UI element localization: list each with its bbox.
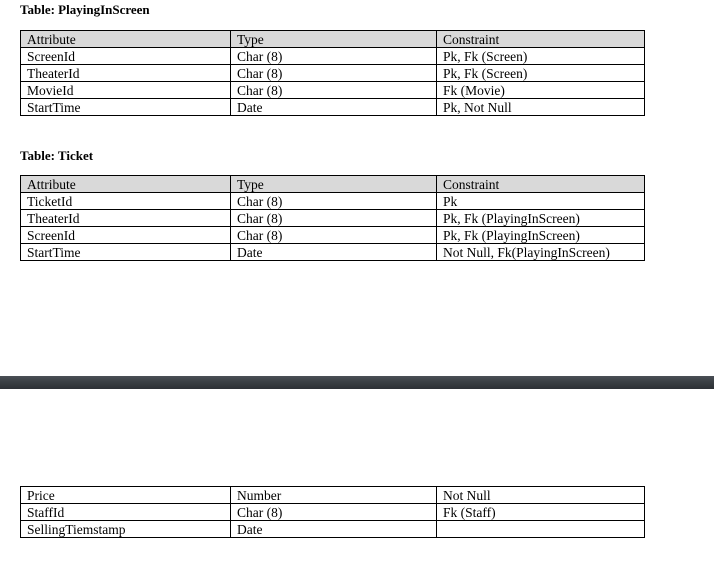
header-type: Type (231, 31, 437, 48)
header-constraint: Constraint (437, 176, 645, 193)
table-row (21, 48, 645, 65)
constraint-cell: Pk, Fk (PlayingInScreen) (437, 227, 645, 244)
type-cell: Date (231, 99, 437, 116)
attribute-cell: SellingTiemstamp (21, 521, 231, 538)
table-row (21, 210, 645, 227)
type-cell: Char (8) (231, 65, 437, 82)
type-cell: Char (8) (231, 193, 437, 210)
type-cell: Char (8) (231, 48, 437, 65)
constraint-cell: Not Null (437, 487, 645, 504)
table-row (21, 99, 645, 116)
attribute-cell: TicketId (21, 193, 231, 210)
attribute-cell: StartTime (21, 244, 231, 261)
header-attribute: Attribute (21, 31, 231, 48)
constraint-cell: Pk, Fk (PlayingInScreen) (437, 210, 645, 227)
attribute-cell: TheaterId (21, 210, 231, 227)
document-page-bottom (0, 389, 714, 563)
page-break-separator (0, 376, 714, 389)
type-cell: Char (8) (231, 82, 437, 99)
playinginscreen-table (20, 30, 645, 116)
attribute-cell: TheaterId (21, 65, 231, 82)
table-row (21, 521, 645, 538)
type-cell: Char (8) (231, 210, 437, 227)
type-cell: Number (231, 487, 437, 504)
attribute-cell: ScreenId (21, 48, 231, 65)
attribute-cell: Price (21, 487, 231, 504)
constraint-cell: Fk (Staff) (437, 504, 645, 521)
constraint-cell: Pk, Fk (Screen) (437, 48, 645, 65)
table-title-playinginscreen: Table: PlayingInScreen (20, 2, 150, 17)
type-cell: Date (231, 521, 437, 538)
constraint-cell: Not Null, Fk(PlayingInScreen) (437, 244, 645, 261)
ticket-table (20, 175, 645, 261)
table-row (21, 504, 645, 521)
continued-table (20, 486, 645, 538)
table-row (21, 65, 645, 82)
constraint-cell: Pk (437, 193, 645, 210)
type-cell: Char (8) (231, 227, 437, 244)
table-header-row (21, 31, 645, 48)
type-cell: Date (231, 244, 437, 261)
attribute-cell: StaffId (21, 504, 231, 521)
type-cell: Char (8) (231, 504, 437, 521)
constraint-cell: Pk, Fk (Screen) (437, 65, 645, 82)
table-header-row (21, 176, 645, 193)
constraint-cell: Fk (Movie) (437, 82, 645, 99)
table-row (21, 82, 645, 99)
header-constraint: Constraint (437, 31, 645, 48)
constraint-cell (437, 521, 645, 538)
header-attribute: Attribute (21, 176, 231, 193)
constraint-cell: Pk, Not Null (437, 99, 645, 116)
table-row (21, 227, 645, 244)
attribute-cell: MovieId (21, 82, 231, 99)
table-row (21, 193, 645, 210)
table-row (21, 487, 645, 504)
attribute-cell: ScreenId (21, 227, 231, 244)
table-title-ticket: Table: Ticket (20, 148, 94, 163)
attribute-cell: StartTime (21, 99, 231, 116)
header-type: Type (231, 176, 437, 193)
table-row (21, 244, 645, 261)
